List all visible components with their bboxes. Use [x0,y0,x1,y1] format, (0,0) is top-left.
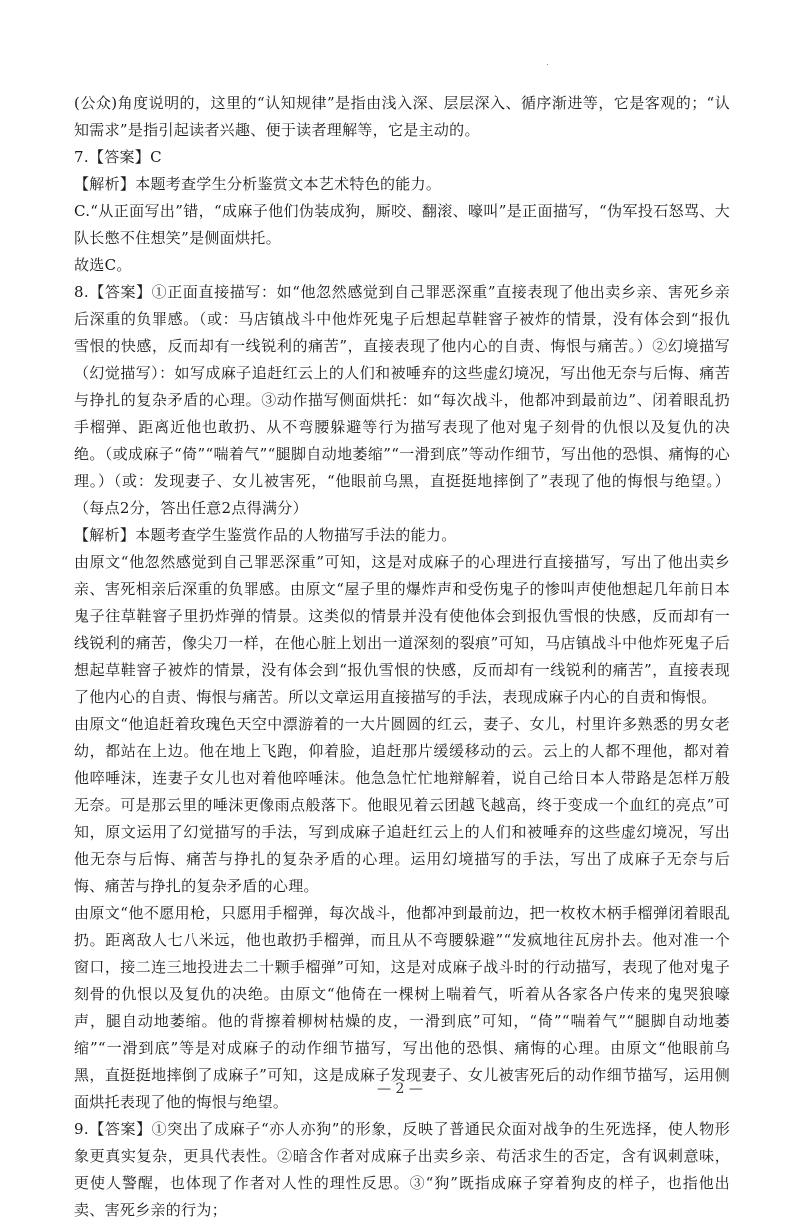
analysis-8-paragraph-3: 由原文“他不愿用枪，只愿用手榴弹，每次战斗，他都冲到最前边，把一枚枚木柄手榴弹闭着眼乱扔。距离敌人七八米远，他也敢扔手榴弹，而且从不弯腰躲避”“发疯地往瓦房扑去。他对准一个窗口，接二连三地投进去二十颗手榴弹”可知，这是对成麻子战斗时的行动描写，表现了他对鬼子刻骨的仇恨以及复仇的决绝。由原文“他倚在一棵树上喘着气，听着从各家各户传来的鬼哭狼嚎声，腿自动地萎缩。他的背擦着柳树枯燥的皮，一滑到底”可知，“倚”“喘着气”“腿脚自动地萎缩”“一滑到底”等是对成麻子的动作细节描写，写出他的恐惧、痛悔的心理。由原文“他眼前乌黑，直挺挺地摔倒了成麻子”可知，这是成麻子发现妻子、女儿被害死后的动作细节描写，运用侧面烘托表现了他的悔恨与绝望。 [74,904,730,1111]
analysis-8-heading: 【解析】本题考查学生鉴赏作品的人物描写手法的能力。 [74,526,457,544]
header-mark: . [546,58,549,68]
analysis-7-conclusion: 故选C。 [74,256,132,274]
answer-8: 8.【答案】①正面直接描写：如“他忽然感觉到自己罪恶深重”直接表现了他出卖乡亲、害死乡亲后深重的负罪感。（或：马店镇战斗中他炸死鬼子后想起草鞋窨子被炸的情景，没有体会到“报仇雪恨的快感，反而却有一线锐利的痛苦”，直接表现了他内心的自责、悔恨与痛苦。）②幻境描写（幻觉描写）：如写成麻子追赶红云上的人们和被唾弃的这些虚幻境况，写出他无奈与后悔、痛苦与挣扎的复杂矛盾的心理。③动作描写侧面烘托：如“每次战斗，他都冲到最前边”、闭着眼乱扔手榴弹、距离近他也敢扔、从不弯腰躲避等行为描写表现了他对鬼子刻骨的仇恨以及复仇的决绝。（或成麻子“倚”“喘着气”“腿脚自动地萎缩”“一滑到底”等动作细节，写出他的恐惧、痛悔的心理。）（或：发现妻子、女儿被害死，“他眼前乌黑，直挺挺地摔倒了”表现了他的悔恨与绝望。）（每点2分，答出任意2点得满分） [74,283,730,517]
document-body [74,60,730,1224]
answer-9: 9.【答案】①突出了成麻子“亦人亦狗”的形象，反映了普通民众面对战争的生死选择，使人物形象更真实复杂，更具代表性。②暗含作者对成麻子出卖乡亲、苟活求生的否定，含有讽刺意味，更使人警醒，也体现了作者对人性的理性反思。③“狗”既指成麻子穿着狗皮的样子，也指他出卖、害死乡亲的行为； [74,1120,730,1219]
answer-7: 7.【答案】C [74,148,162,166]
page-number: — 2 — [377,1081,423,1097]
analysis-8-paragraph-1: 由原文“他忽然感觉到自己罪恶深重”可知，这是对成麻子的心理进行直接描写，写出了他出卖乡亲、害死相亲后深重的负罪感。由原文“屋子里的爆炸声和受伤鬼子的惨叫声使他想起几年前日本鬼子往草鞋窨子里扔炸弹的情景。这类似的情景并没有使他体会到报仇雪恨的快感，反而却有一线锐利的痛苦，像尖刀一样，在他心脏上划出一道深刻的裂痕”可知，马店镇战斗中他炸死鬼子后想起草鞋窨子被炸的情景，没有体会到“报仇雪恨的快感，反而却有一线锐利的痛苦”，直接表现了他内心的自责、悔恨与痛苦。所以文章运用直接描写的手法，表现成麻子内心的自责和悔恨。 [74,553,730,706]
paragraph-intro-continuation: (公众)角度说明的，这里的“认知规律”是指由浅入深、层层深入、循序渐进等，它是客观的；“认知需求”是指引起读者兴趣、便于读者理解等，它是主动的。 [74,94,730,139]
analysis-8-paragraph-2: 由原文“他追赶着玫瑰色天空中漂游着的一大片圆圆的红云，妻子、女儿，村里许多熟悉的男女老幼，都站在上边。他在地上飞跑，仰着脸，追赶那片缓缓移动的云。云上的人都不理他，都对着他啐唾沫，连妻子女儿也对着他啐唾沫。他急急忙忙地辩解着，说自己给日本人带路是怎样万般无奈。可是那云里的唾沫更像雨点般落下。他眼见着云团越飞越高，终于变成一个血红的亮点”可知，原文运用了幻觉描写的手法，写到成麻子追赶红云上的人们和被唾弃的这些虚幻境况，写出他无奈与后悔、痛苦与挣扎的复杂矛盾的心理。运用幻境描写的手法，写出了成麻子无奈与后悔、痛苦与挣扎的复杂矛盾的心理。 [74,715,730,895]
analysis-7-body: C.“从正面写出”错，“成麻子他们伪装成狗，厮咬、翻滚、嚎叫”是正面描写，“伪军投石怒骂、大队长憋不住想笑”是侧面烘托。 [74,202,730,247]
analysis-7-heading: 【解析】本题考查学生分析鉴赏文本艺术特色的能力。 [74,175,442,193]
